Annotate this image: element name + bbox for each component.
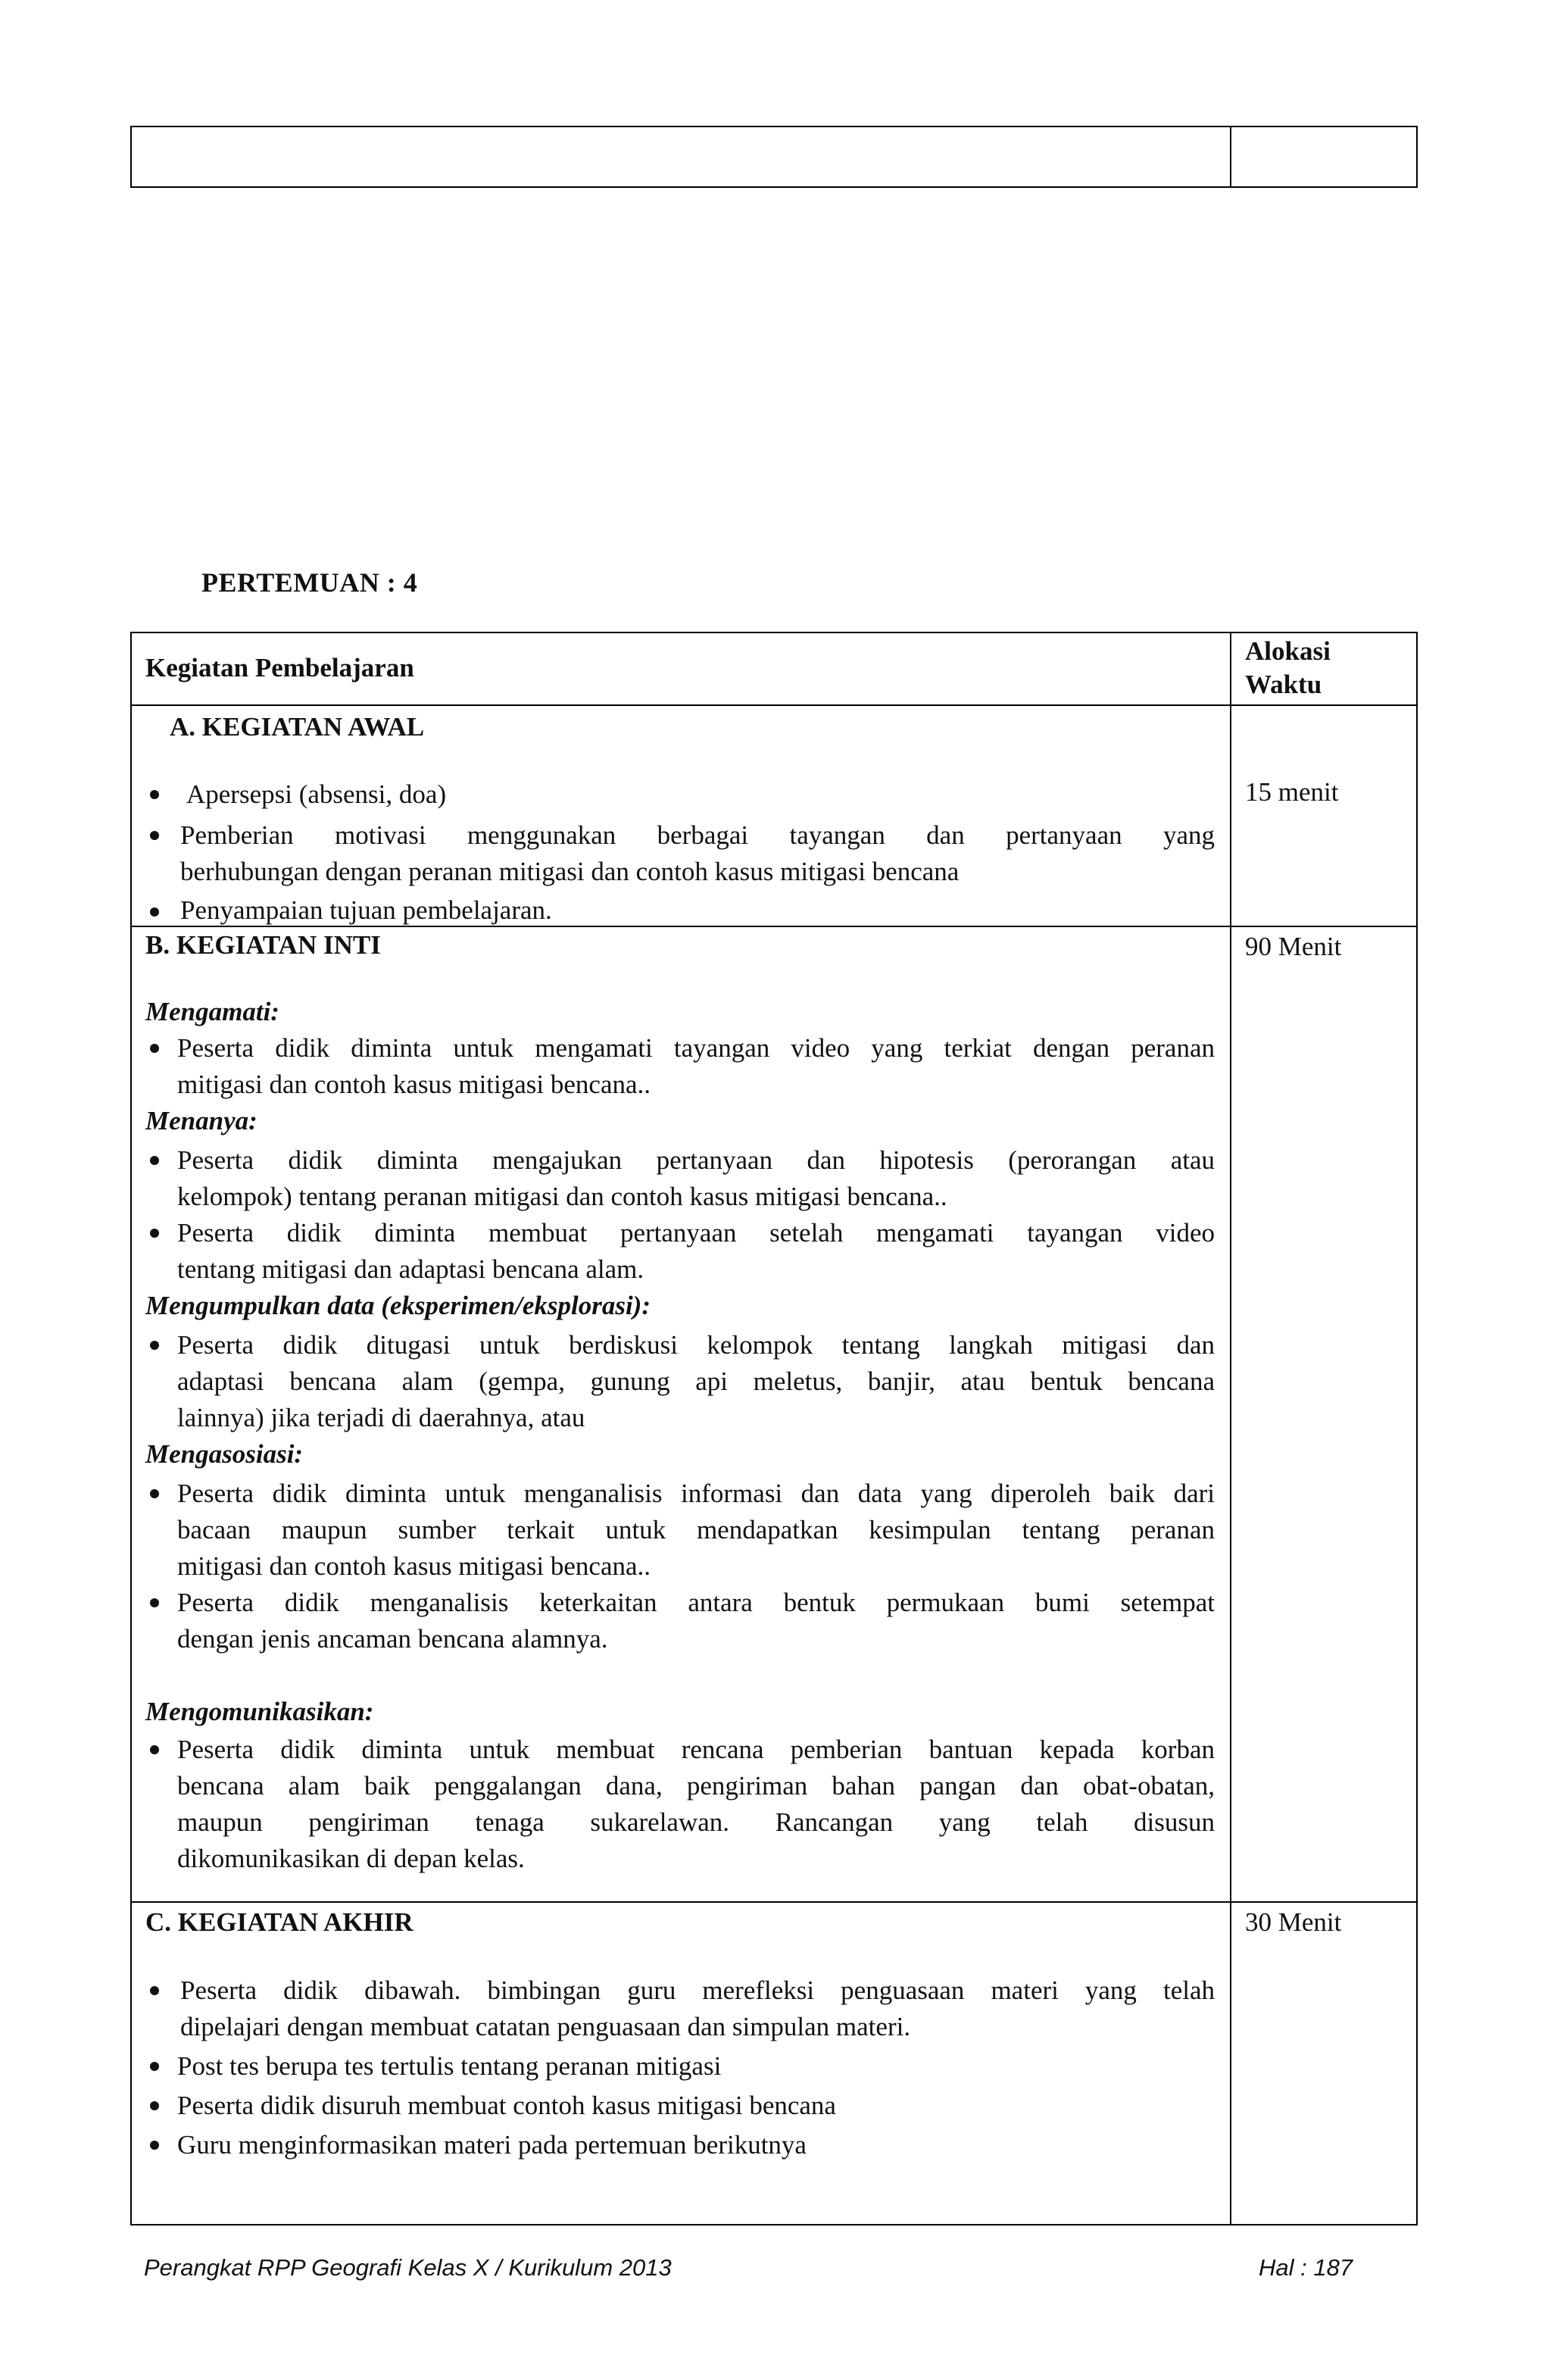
menanya-item-1-line1: Peserta didik diminta mengajukan pertanyaan dan hipotesis (perorangan atau	[177, 1145, 1215, 1175]
menanya-item-2-line1: Peserta didik diminta membuat pertanyaan setelah mengamati tayangan video	[177, 1218, 1215, 1248]
bullet-icon	[150, 2101, 159, 2110]
footer-document-title: Perangkat RPP Geografi Kelas X / Kurikulum 2013	[144, 2254, 672, 2281]
footer-page-number: Hal : 187	[1259, 2254, 1353, 2281]
bullet-icon	[150, 1598, 159, 1607]
mengumpulkan-item-1-line3: lainnya) jika terjadi di daerahnya, atau	[177, 1403, 585, 1432]
bullet-icon	[150, 1229, 159, 1238]
section-heading-inti: B. KEGIATAN INTI	[145, 930, 381, 960]
bullet-icon	[150, 907, 159, 917]
bullet-icon	[150, 2062, 159, 2071]
awal-item-2-line2: berhubungan dengan peranan mitigasi dan contoh kasus mitigasi bencana	[180, 857, 960, 886]
step-heading-menanya: Menanya:	[145, 1106, 257, 1135]
akhir-item-2: Post tes berupa tes tertulis tentang peranan mitigasi	[177, 2051, 722, 2081]
meeting-title: PERTEMUAN : 4	[201, 567, 418, 598]
mengasosiasi-item-2-line2: dengan jenis ancaman bencana alamnya.	[177, 1624, 608, 1654]
section-divider-inti	[132, 1901, 1416, 1903]
bullet-icon	[150, 1986, 159, 1995]
akhir-item-4: Guru menginformasikan materi pada pertemuan berikutnya	[177, 2130, 807, 2160]
mengamati-item-1-line1: Peserta didik diminta untuk mengamati tayangan video yang terkiat dengan peranan	[177, 1033, 1215, 1063]
mengasosiasi-item-1-line3: mitigasi dan contoh kasus mitigasi bencana..	[177, 1551, 651, 1581]
bullet-icon	[150, 790, 159, 799]
step-heading-mengomunikasikan: Mengomunikasikan:	[145, 1697, 374, 1726]
akhir-item-3: Peserta didik disuruh membuat contoh kasus mitigasi bencana	[177, 2091, 836, 2120]
section-heading-akhir: C. KEGIATAN AKHIR	[145, 1907, 413, 1937]
mengasosiasi-item-2-line1: Peserta didik menganalisis keterkaitan antara bentuk permukaan bumi setempat	[177, 1588, 1215, 1617]
mengomunikasikan-item-1-line4: dikomunikasikan di depan kelas.	[177, 1844, 525, 1873]
mengasosiasi-item-1-line1: Peserta didik diminta untuk menganalisis informasi dan data yang diperoleh baik dari	[177, 1479, 1215, 1508]
awal-item-3: Penyampaian tujuan pembelajaran.	[180, 895, 552, 925]
mengumpulkan-item-1-line2: adaptasi bencana alam (gempa, gunung api meletus, banjir, atau bentuk bencana	[177, 1366, 1215, 1396]
mengasosiasi-item-1-line2: bacaan maupun sumber terkait untuk mendapatkan kesimpulan tentang peranan	[177, 1515, 1215, 1545]
menanya-item-2-line2: tentang mitigasi dan adaptasi bencana alam.	[177, 1254, 644, 1284]
mengamati-item-1-line2: mitigasi dan contoh kasus mitigasi bencana..	[177, 1070, 651, 1099]
bullet-icon	[150, 1341, 159, 1350]
previous-table-fragment	[130, 126, 1418, 188]
bullet-icon	[150, 1745, 159, 1754]
mengomunikasikan-item-1-line3: maupun pengiriman tenaga sukarelawan. Rancangan yang telah disusun	[177, 1807, 1215, 1837]
mengomunikasikan-item-1-line2: bencana alam baik penggalangan dana, pengiriman bahan pangan dan obat-obatan,	[177, 1771, 1215, 1801]
akhir-item-1-line1: Peserta didik dibawah. bimbingan guru merefleksi penguasaan materi yang telah	[180, 1976, 1215, 2005]
bullet-icon	[150, 1044, 159, 1053]
table-column-divider	[1230, 633, 1231, 2224]
step-heading-mengamati: Mengamati:	[145, 997, 279, 1026]
table-column-divider	[1230, 127, 1231, 186]
step-heading-mengumpulkan: Mengumpulkan data (eksperimen/eksplorasi):	[145, 1291, 651, 1320]
awal-item-2-line1: Pemberian motivasi menggunakan berbagai tayangan dan pertanyaan yang	[180, 820, 1215, 850]
step-heading-mengasosiasi: Mengasosiasi:	[145, 1439, 304, 1469]
mengumpulkan-item-1-line1: Peserta didik ditugasi untuk berdiskusi kelompok tentang langkah mitigasi dan	[177, 1330, 1215, 1360]
time-akhir: 30 Menit	[1245, 1907, 1342, 1937]
bullet-icon	[150, 831, 159, 840]
section-heading-awal: A. KEGIATAN AWAL	[170, 712, 425, 742]
header-divider	[132, 704, 1416, 706]
bullet-icon	[150, 2141, 159, 2150]
mengomunikasikan-item-1-line1: Peserta didik diminta untuk membuat rencana pemberian bantuan kepada korban	[177, 1735, 1215, 1764]
bullet-icon	[150, 1489, 159, 1498]
header-time-line1: Alokasi	[1245, 636, 1331, 666]
time-awal: 15 menit	[1245, 777, 1339, 807]
header-activity: Kegiatan Pembelajaran	[145, 653, 414, 682]
bullet-icon	[150, 1156, 159, 1165]
time-inti: 90 Menit	[1245, 932, 1342, 961]
menanya-item-1-line2: kelompok) tentang peranan mitigasi dan contoh kasus mitigasi bencana..	[177, 1182, 947, 1211]
header-time-line2: Waktu	[1245, 670, 1322, 699]
lesson-activity-table	[130, 632, 1418, 2225]
awal-item-1: Apersepsi (absensi, doa)	[186, 779, 447, 809]
akhir-item-1-line2: dipelajari dengan membuat catatan penguasaan dan simpulan materi.	[180, 2012, 911, 2041]
